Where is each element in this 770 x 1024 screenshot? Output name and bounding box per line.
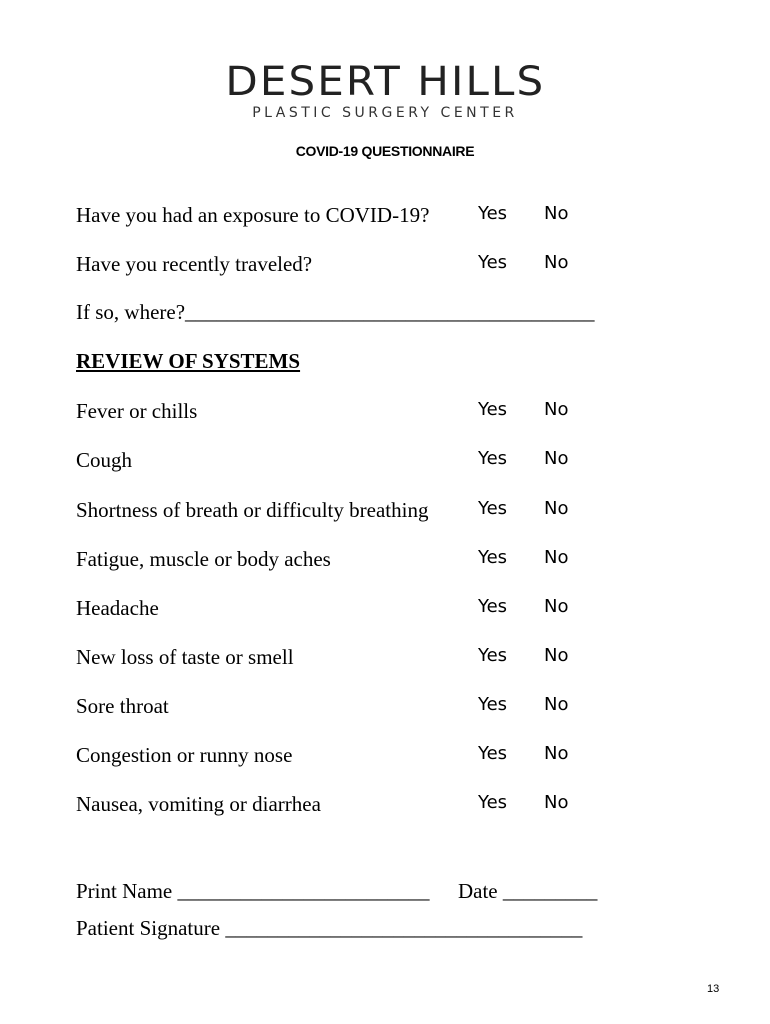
question-text: Have you had an exposure to COVID-19? bbox=[76, 203, 430, 227]
travel-location-label: If so, where? bbox=[76, 300, 186, 324]
patient-signature-label: Patient Signature bbox=[76, 916, 221, 940]
screening-question-row bbox=[76, 201, 696, 231]
review-of-systems-heading: REVIEW OF SYSTEMS bbox=[76, 349, 301, 373]
no-option[interactable]: No bbox=[544, 252, 569, 273]
symptom-row bbox=[76, 545, 696, 575]
yes-option[interactable]: Yes bbox=[478, 743, 508, 764]
clinic-logo bbox=[0, 60, 770, 122]
symptom-text: Sore throat bbox=[76, 694, 169, 718]
symptom-text: Shortness of breath or difficulty breathing bbox=[76, 498, 429, 522]
no-option[interactable]: No bbox=[544, 448, 569, 469]
symptom-row bbox=[76, 446, 696, 476]
yes-option[interactable]: Yes bbox=[478, 498, 508, 519]
no-option[interactable]: No bbox=[544, 596, 569, 617]
no-option[interactable]: No bbox=[544, 694, 569, 715]
travel-location-blank[interactable]: _______________________________________ bbox=[185, 300, 595, 324]
no-option[interactable]: No bbox=[544, 645, 569, 666]
symptom-text: Fever or chills bbox=[76, 399, 198, 423]
yes-option[interactable]: Yes bbox=[478, 547, 508, 568]
logo-clinic-subtitle: PLASTIC SURGERY CENTER bbox=[252, 105, 518, 121]
symptom-text: Cough bbox=[76, 448, 133, 472]
yes-option[interactable]: Yes bbox=[478, 645, 508, 666]
print-name-field[interactable]: ________________________ bbox=[177, 879, 430, 903]
yes-option[interactable]: Yes bbox=[478, 203, 508, 224]
symptom-text: New loss of taste or smell bbox=[76, 645, 294, 669]
yes-option[interactable]: Yes bbox=[478, 399, 508, 420]
symptom-row bbox=[76, 594, 696, 624]
page-number: 13 bbox=[707, 983, 720, 995]
date-field[interactable]: _________ bbox=[502, 879, 598, 903]
no-option[interactable]: No bbox=[544, 203, 569, 224]
no-option[interactable]: No bbox=[544, 743, 569, 764]
travel-location-field[interactable] bbox=[76, 298, 595, 326]
symptom-text: Headache bbox=[76, 596, 159, 620]
symptom-row bbox=[76, 692, 696, 722]
symptom-text: Nausea, vomiting or diarrhea bbox=[76, 792, 321, 816]
patient-signature-line bbox=[76, 914, 582, 942]
no-option[interactable]: No bbox=[544, 498, 569, 519]
no-option[interactable]: No bbox=[544, 792, 569, 813]
yes-option[interactable]: Yes bbox=[478, 252, 508, 273]
question-text: Have you recently traveled? bbox=[76, 252, 313, 276]
symptom-row bbox=[76, 790, 696, 820]
no-option[interactable]: No bbox=[544, 547, 569, 568]
form-title: COVID-19 QUESTIONNAIRE bbox=[295, 143, 475, 159]
symptom-row bbox=[76, 397, 696, 427]
symptom-text: Fatigue, muscle or body aches bbox=[76, 547, 331, 571]
patient-signature-field[interactable]: __________________________________ bbox=[225, 916, 583, 940]
date-label: Date bbox=[457, 879, 498, 903]
symptom-row bbox=[76, 741, 696, 771]
print-name-label: Print Name bbox=[76, 879, 173, 903]
screening-question-row bbox=[76, 250, 696, 280]
symptom-row bbox=[76, 643, 696, 673]
yes-option[interactable]: Yes bbox=[478, 596, 508, 617]
print-name-line bbox=[76, 877, 597, 905]
logo-clinic-name: DESERT HILLS bbox=[225, 59, 545, 105]
yes-option[interactable]: Yes bbox=[478, 448, 508, 469]
symptom-text: Congestion or runny nose bbox=[76, 743, 293, 767]
symptom-row bbox=[76, 496, 696, 526]
yes-option[interactable]: Yes bbox=[478, 694, 508, 715]
no-option[interactable]: No bbox=[544, 399, 569, 420]
yes-option[interactable]: Yes bbox=[478, 792, 508, 813]
